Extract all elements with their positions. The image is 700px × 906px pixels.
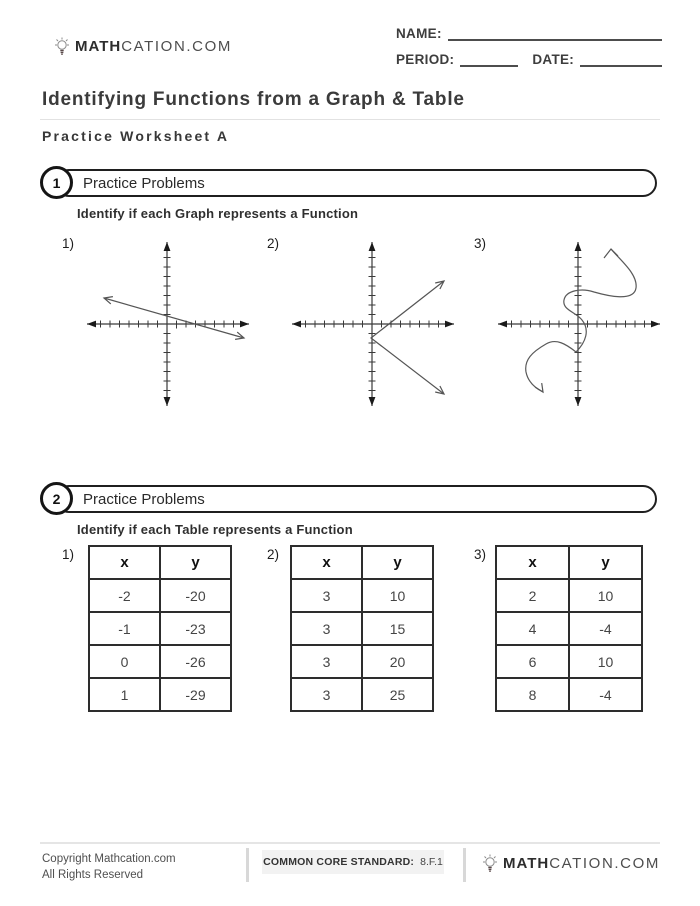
date-label: DATE: [532,52,575,67]
graph-2-sideways-v [284,234,464,412]
brand-bold: MATH [75,37,122,55]
data-table-2 [290,545,434,712]
table-cell: 3 [291,579,362,612]
data-table-1 [88,545,232,712]
title-divider [40,119,660,120]
table-cell: 10 [362,579,433,612]
table-1-label: 1) [62,547,75,562]
table-row [89,645,231,678]
name-label: NAME: [396,26,442,41]
table-cell: -4 [569,678,642,711]
name-blank-line[interactable] [448,26,662,41]
brand-rest: CATION.COM [121,37,232,55]
footer-logo [482,853,660,873]
graph-1-line [79,234,259,412]
table-3-header-y: y [569,546,642,579]
graph-3-s-curve [490,234,670,412]
table-row [291,579,433,612]
table-cell: 3 [291,678,362,711]
section-2-instruction: Identify if each Table represents a Function [77,522,353,537]
graph-3-label: 3) [474,236,487,251]
table-cell: -4 [569,612,642,645]
section-2-number-badge: 2 [40,482,73,515]
section-1-instruction: Identify if each Graph represents a Function [77,206,359,221]
common-core-standard-box [262,850,444,874]
table-row [496,645,642,678]
table-row [89,612,231,645]
student-fields [396,26,662,78]
table-cell: 3 [291,645,362,678]
table-row [291,612,433,645]
table-cell: 10 [569,645,642,678]
table-row [89,579,231,612]
table-row [496,678,642,711]
table-cell: 3 [291,612,362,645]
footer-vertical-divider-1 [246,848,249,882]
data-table-3 [495,545,643,712]
table-row [496,546,642,579]
lightbulb-icon [482,853,498,873]
table-cell: 4 [496,612,569,645]
lightbulb-icon [54,36,70,56]
period-label: PERIOD: [396,52,455,67]
copyright-text [42,851,176,883]
date-blank-line[interactable] [580,52,662,67]
table-cell: 25 [362,678,433,711]
brand-bold: MATH [503,854,550,872]
section-1-header [40,166,660,202]
table-cell: -20 [160,579,231,612]
standard-label: COMMON CORE STANDARD: [263,856,415,868]
table-3-header-x: x [496,546,569,579]
table-row [496,579,642,612]
footer-vertical-divider-2 [463,848,466,882]
footer-divider [40,842,660,844]
table-3-label: 3) [474,547,487,562]
table-row [496,612,642,645]
graph-2-label: 2) [267,236,280,251]
table-cell: 6 [496,645,569,678]
section-2-header [40,482,660,518]
table-1-header-x: x [89,546,160,579]
page-title: Identifying Functions from a Graph & Table [42,89,465,110]
table-cell: 20 [362,645,433,678]
table-cell: -29 [160,678,231,711]
table-2-header-y: y [362,546,433,579]
table-cell: 15 [362,612,433,645]
table-row [89,546,231,579]
table-cell: 2 [496,579,569,612]
table-cell: 10 [569,579,642,612]
brand-text [503,855,660,872]
standard-value: 8.F.1 [420,856,443,868]
worksheet-subtitle: Practice Worksheet A [42,128,230,144]
table-cell: -23 [160,612,231,645]
table-2-label: 2) [267,547,280,562]
table-row [291,546,433,579]
table-cell: -1 [89,612,160,645]
section-1-number-badge: 1 [40,166,73,199]
table-row [89,678,231,711]
graph-1-label: 1) [62,236,75,251]
section-1-pill: Practice Problems [55,169,657,197]
table-row [291,678,433,711]
section-2-pill: Practice Problems [55,485,657,513]
name-row [396,26,662,41]
table-1-header-y: y [160,546,231,579]
brand-rest: CATION.COM [549,854,660,872]
table-cell: 0 [89,645,160,678]
brand-text [75,38,232,55]
copyright-line-2: All Rights Reserved [42,869,143,881]
table-2-header-x: x [291,546,362,579]
period-date-row [396,52,662,67]
table-row [291,645,433,678]
copyright-line-1: Copyright Mathcation.com [42,853,176,865]
period-blank-line[interactable] [460,52,518,67]
table-cell: 8 [496,678,569,711]
table-cell: -2 [89,579,160,612]
table-cell: -26 [160,645,231,678]
header-logo [54,36,232,56]
table-cell: 1 [89,678,160,711]
